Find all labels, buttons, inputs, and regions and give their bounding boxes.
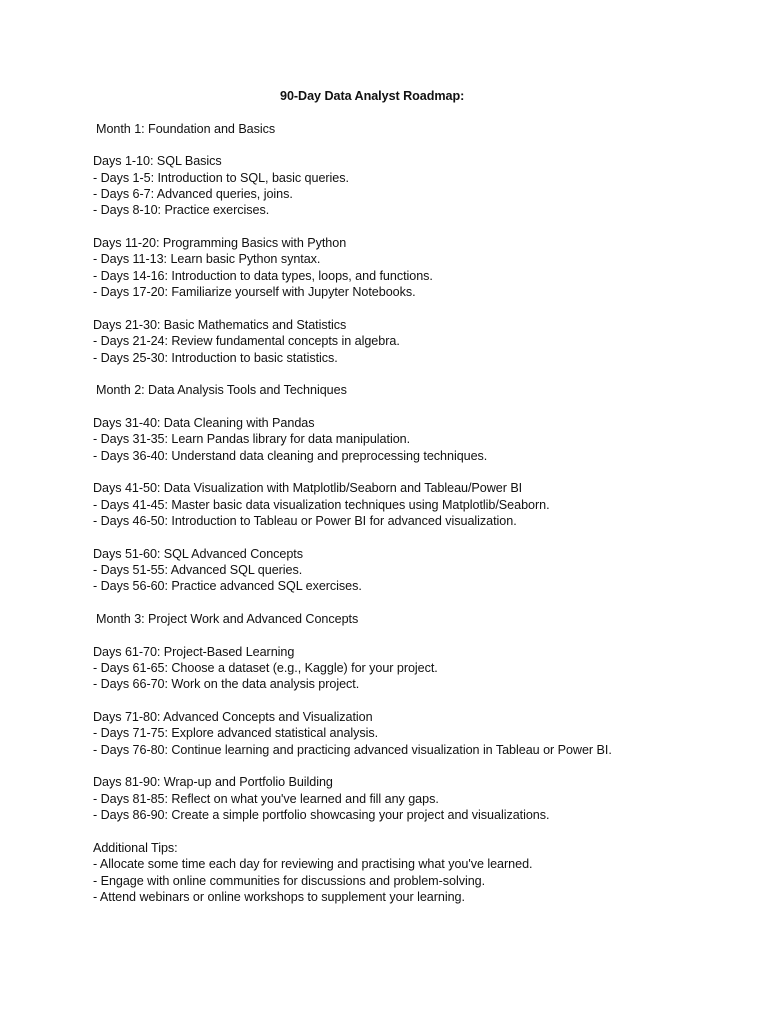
spacer (93, 529, 733, 545)
section-heading: Days 11-20: Programming Basics with Python (93, 236, 347, 251)
list-item: - Days 14-16: Introduction to data types, loops, and functions. (93, 268, 433, 283)
list-item: - Allocate some time each day for reviewing and practising what you've learned. (93, 857, 533, 872)
list-item: - Days 8-10: Practice exercises. (93, 203, 270, 218)
list-item: - Days 71-75: Explore advanced statistical analysis. (93, 726, 379, 741)
section-heading: Days 1-10: SQL Basics (93, 154, 222, 169)
list-item: - Days 6-7: Advanced queries, joins. (93, 187, 293, 202)
list-item: - Days 31-35: Learn Pandas library for data manipulation. (93, 432, 411, 447)
section-heading: Days 51-60: SQL Advanced Concepts (93, 546, 304, 561)
spacer (93, 595, 733, 611)
list-item: - Days 76-80: Continue learning and practicing advanced visualization in Tableau or Power BI. (93, 742, 612, 757)
spacer (93, 104, 733, 120)
document-body (93, 88, 733, 905)
section-heading: Days 31-40: Data Cleaning with Pandas (93, 415, 315, 430)
list-item: - Days 61-65: Choose a dataset (e.g., Kaggle) for your project. (93, 661, 438, 676)
list-item: - Days 86-90: Create a simple portfolio showcasing your project and visualizations. (93, 808, 550, 823)
list-item: - Days 11-13: Learn basic Python syntax. (93, 252, 321, 267)
spacer (93, 219, 733, 235)
list-item: - Engage with online communities for discussions and problem-solving. (93, 873, 486, 888)
spacer (93, 758, 733, 774)
list-item: - Days 41-45: Master basic data visualization techniques using Matplotlib/Seaborn. (93, 497, 550, 512)
list-item: - Days 25-30: Introduction to basic statistics. (93, 350, 338, 365)
spacer (93, 366, 733, 382)
month-heading-2: Month 2: Data Analysis Tools and Techniques (96, 383, 347, 398)
page-title: 90-Day Data Analyst Roadmap: (280, 89, 465, 103)
list-item: - Attend webinars or online workshops to supplement your learning. (93, 889, 465, 904)
month-heading-3: Month 3: Project Work and Advanced Concepts (96, 612, 359, 626)
section-heading: Days 61-70: Project-Based Learning (93, 644, 295, 659)
spacer (93, 823, 733, 839)
spacer (93, 300, 733, 316)
list-item: - Days 56-60: Practice advanced SQL exercises. (93, 579, 362, 594)
spacer (93, 399, 733, 415)
section-heading: Days 71-80: Advanced Concepts and Visualization (93, 710, 373, 725)
list-item: - Days 81-85: Reflect on what you've learned and fill any gaps. (93, 791, 439, 806)
list-item: - Days 21-24: Review fundamental concepts in algebra. (93, 334, 400, 349)
spacer (93, 627, 733, 643)
list-item: - Days 51-55: Advanced SQL queries. (93, 562, 303, 577)
list-item: - Days 66-70: Work on the data analysis project. (93, 677, 360, 692)
spacer (93, 693, 733, 709)
tips-heading: Additional Tips: (93, 840, 178, 855)
list-item: - Days 1-5: Introduction to SQL, basic queries. (93, 170, 349, 185)
list-item: - Days 36-40: Understand data cleaning and preprocessing techniques. (93, 448, 488, 463)
month-heading-1: Month 1: Foundation and Basics (96, 121, 276, 136)
section-heading: Days 81-90: Wrap-up and Portfolio Building (93, 775, 333, 790)
spacer (93, 464, 733, 480)
list-item: - Days 17-20: Familiarize yourself with Jupyter Notebooks. (93, 285, 416, 300)
section-heading: Days 41-50: Data Visualization with Matplotlib/Seaborn and Tableau/Power BI (93, 481, 523, 496)
spacer (93, 137, 733, 153)
list-item: - Days 46-50: Introduction to Tableau or Power BI for advanced visualization. (93, 513, 517, 528)
section-heading: Days 21-30: Basic Mathematics and Statistics (93, 317, 347, 332)
